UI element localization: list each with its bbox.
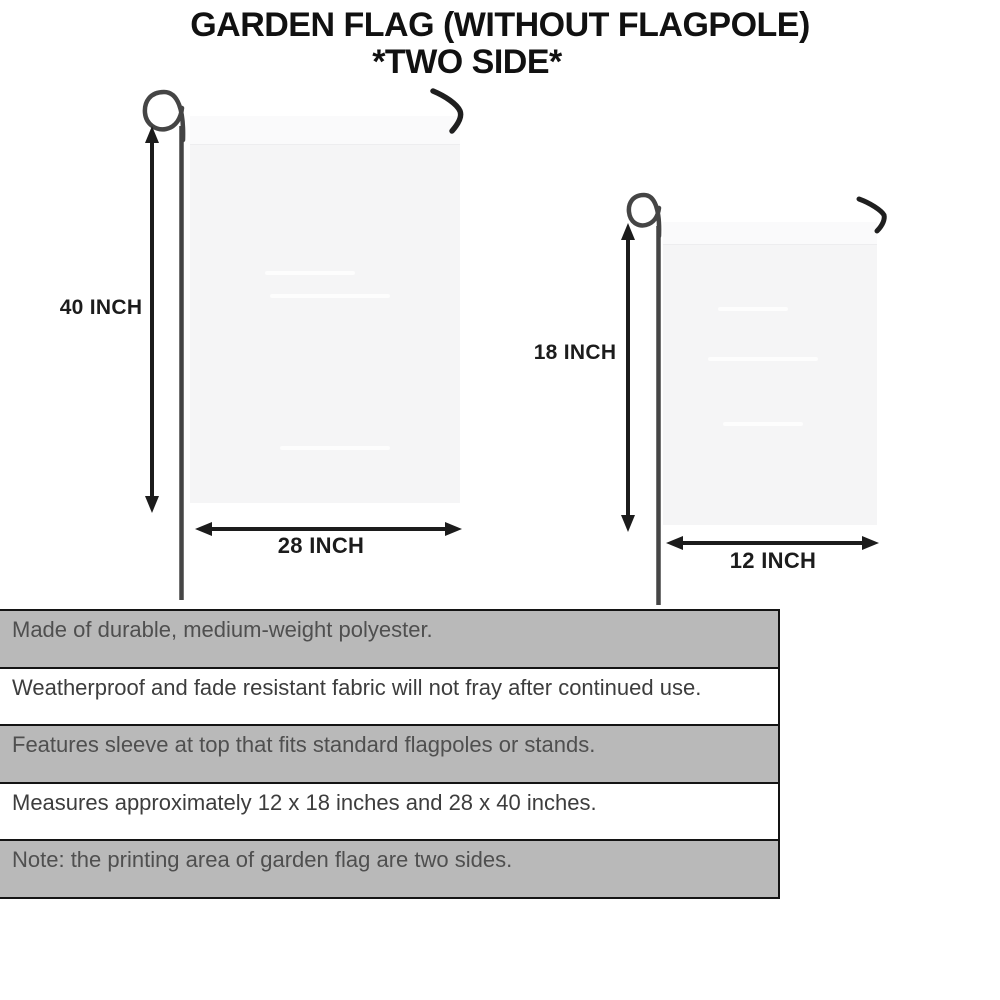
fabric-crease (708, 357, 818, 361)
small-flagpole-loop-icon (629, 195, 659, 236)
fabric-crease (270, 294, 390, 298)
feature-row: Features sleeve at top that fits standard flagpoles or stands. (0, 724, 778, 782)
large-flag-height-arrow (145, 126, 159, 513)
feature-row: Weatherproof and fade resistant fabric will not fray after continued use. (0, 667, 778, 725)
small-flag-height-arrow (621, 223, 635, 532)
feature-row: Note: the printing area of garden flag are two sides. (0, 839, 778, 897)
large-flag (190, 116, 460, 503)
large-flagpole-loop-icon (145, 92, 183, 140)
fabric-crease (723, 422, 803, 426)
page-subtitle: *TWO SIDE* (372, 43, 562, 81)
feature-row: Measures approximately 12 x 18 inches and 28 x 40 inches. (0, 782, 778, 840)
small-flag-width-label: 12 INCH (729, 548, 817, 573)
large-flag-width-label: 28 INCH (277, 533, 365, 558)
features-table (0, 609, 780, 899)
small-flag-height-label: 18 INCH (533, 341, 617, 364)
page-title: GARDEN FLAG (WITHOUT FLAGPOLE) (190, 6, 810, 44)
fabric-crease (718, 307, 788, 311)
large-flag-height-label: 40 INCH (59, 296, 143, 319)
large-flag-sleeve (190, 116, 460, 145)
fabric-crease (280, 446, 390, 450)
title-block (0, 6, 1000, 80)
fabric-crease (265, 271, 355, 275)
small-flag-sleeve (663, 222, 877, 245)
feature-row: Made of durable, medium-weight polyester. (0, 611, 778, 667)
small-flag (663, 222, 877, 525)
